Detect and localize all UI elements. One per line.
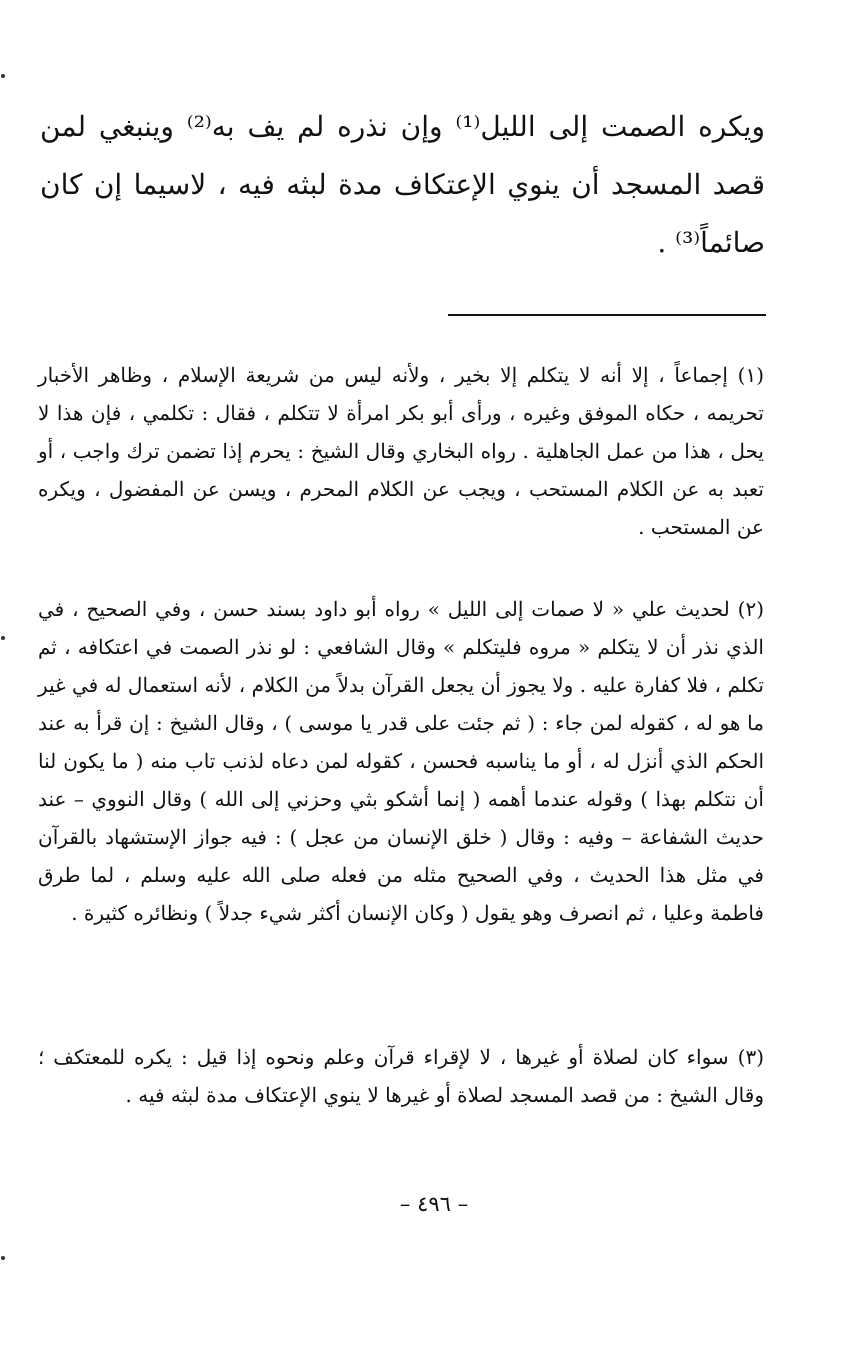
- page-number: – ٤٩٦ –: [399, 1192, 469, 1216]
- scan-margin-dot: [1, 1256, 5, 1260]
- main-paragraph: ويكره الصمت إلى الليل⁽¹⁾ وإن نذره لم يف به⁽²⁾ وينبغي لمن قصد المسجد أن ينوي الإعتكاف مدة لبثه فيه ، لاسيما إن كان صائماً⁽³⁾ .: [40, 110, 765, 259]
- scan-margin-dot: [1, 636, 5, 640]
- footnote-3: (٣) سواء كان لصلاة أو غيرها ، لا لإقراء قرآن وعلم ونحوه إذا قيل : يكره للمعتكف ؛ وقال الشيخ : من قصد المسجد لصلاة أو غيرها لا ينوي الإعتكاف مدة لبثه فيه .: [38, 1045, 764, 1107]
- footnote-2: (٢) لحديث علي « لا صمات إلى الليل » رواه أبو داود بسند حسن ، وفي الصحيح ، في الذي نذر أن لا يتكلم « مروه فليتكلم » وقال الشافعي : لو نذر الصمت في اعتكافه ، ثم تكلم ، فلا كفارة عليه . ولا يجوز أن يجعل القرآن بدلاً من الكلام ، لأنه استعمال له في غير ما هو له ، كقوله لمن جاء : ( ثم جئت على قدر يا موسى ) ، وقال الشيخ : إن قرأ به عند الحكم الذي أنزل له ، أو ما يناسبه فحسن ، كقوله لمن دعاه لذنب تاب منه ( ما يكون لنا أن نتكلم بهذا ) وقوله عندما أهمه ( إنما أشكو بثي وحزني إلى الله ) وقال النووي – عند حديث الشفاعة – وفيه : وقال ( خلق الإنسان من عجل ) : فيه جواز الإستشهاد بالقرآن في مثل هذا الحديث ، وفي الصحيح مثله من فعله صلى الله عليه وسلم ، لما طرق فاطمة وعليا ، ثم انصرف وهو يقول ( وكان الإنسان أكثر شيء جدلاً ) ونظائره كثيرة .: [38, 597, 764, 925]
- scan-margin-dot: [1, 74, 5, 78]
- footnote-separator: [448, 314, 766, 316]
- footnote-1: (١) إجماعاً ، إلا أنه لا يتكلم إلا بخير ، ولأنه ليس من شريعة الإسلام ، وظاهر الأخبار تحريمه ، حكاه الموفق وغيره ، ورأى أبو بكر امرأة لا تتكلم ، فقال : تكلمي ، فإن هذا لا يحل ، هذا من عمل الجاهلية . رواه البخاري وقال الشيخ : يحرم إذا تضمن ترك واجب ، أو تعبد به عن الكلام المستحب ، ويجب عن الكلام المحرم ، ويسن عن المفضول ، ويكره عن المستحب .: [38, 363, 764, 539]
